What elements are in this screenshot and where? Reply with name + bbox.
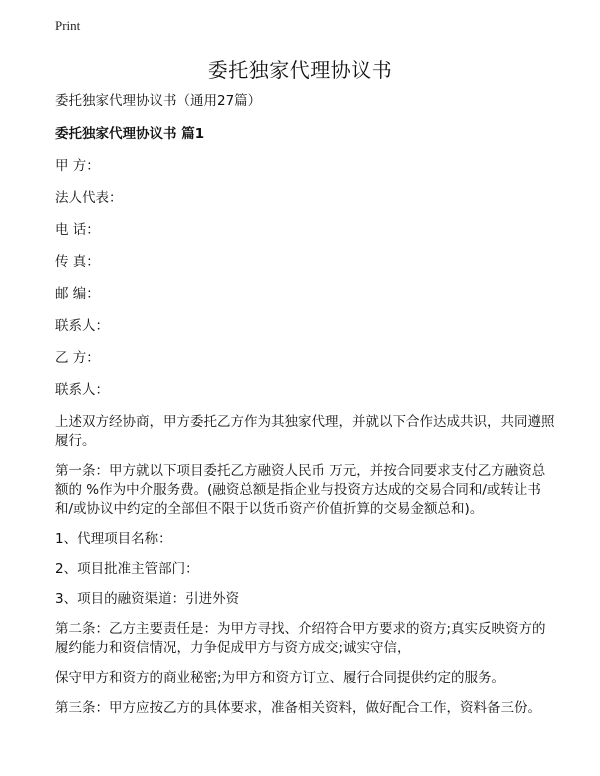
paragraph-article-3: 第三条：甲方应按乙方的具体要求，准备相关资料，做好配合工作，资料备三份。 [55, 700, 541, 716]
paragraph-agreement-intro: 上述双方经协商，甲方委托乙方作为其独家代理，并就以下合作达成共识，共同遵照履行。 [55, 414, 555, 449]
field-legal-representative: 法人代表： [55, 190, 123, 206]
field-party-b: 乙 方： [55, 350, 100, 366]
field-party-a: 甲 方： [55, 158, 100, 174]
print-label[interactable]: Print [55, 18, 81, 33]
field-fax: 传 真： [55, 254, 100, 270]
field-postcode: 邮 编： [55, 286, 100, 302]
list-item-approval-dept: 2、项目批准主管部门： [55, 561, 199, 577]
document-subtitle: 委托独家代理协议书（通用27篇） [55, 93, 262, 109]
list-item-project-name: 1、代理项目名称： [55, 531, 172, 547]
field-contact-b: 联系人： [55, 382, 109, 398]
paragraph-article-2: 第二条：乙方主要责任是：为甲方寻找、介绍符合甲方要求的资方;真实反映资方的履约能力和资信情况，力争促成甲方与资方成交;诚实守信， [55, 621, 546, 656]
document-body [55, 92, 555, 729]
paragraph-article-1: 第一条：甲方就以下项目委托乙方融资人民币 万元，并按合同要求支付乙方融资总额的 %作为中介服务费。(融资总额是指企业与投资方达成的交易合同和/或转让书和/或协议中约定的全部但不限于以货币资产价值折算的交易金额总和)。 [55, 463, 546, 517]
paragraph-article-2-cont: 保守甲方和资方的商业秘密;为甲方和资方订立、履行合同提供约定的服务。 [55, 670, 506, 686]
list-item-financing-channel: 3、项目的融资渠道：引进外资 [55, 591, 240, 607]
page-title: 委托独家代理协议书 [207, 58, 393, 82]
section-heading: 委托独家代理协议书 篇1 [55, 126, 205, 142]
field-contact-a: 联系人： [55, 318, 109, 334]
field-phone: 电 话： [55, 222, 100, 238]
